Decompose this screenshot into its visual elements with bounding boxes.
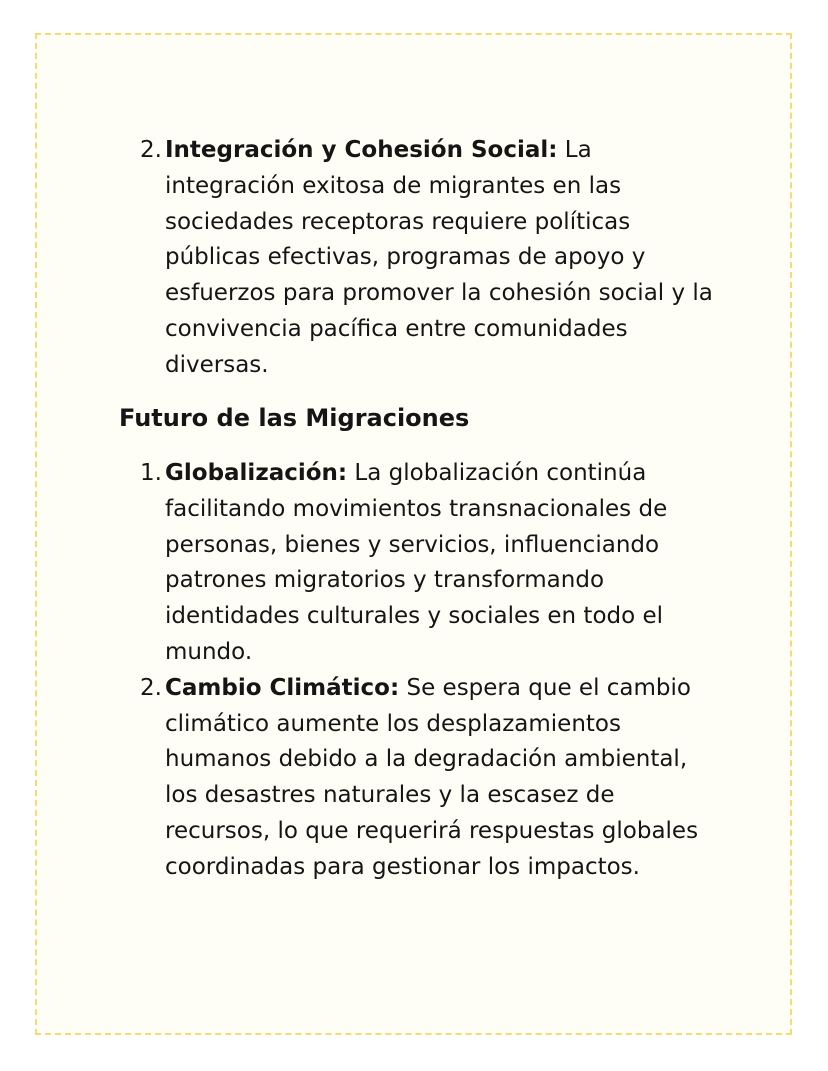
list-item-number: 2. [140,137,162,163]
section-heading: Futuro de las Migraciones [119,404,470,432]
page-frame [35,33,792,1035]
list-item-globalization [37,456,721,671]
numbered-list-integration [37,133,721,384]
list-item-number: 1. [140,460,162,486]
list-item-text: Se espera que el cambio climático aumente los desplazamientos humanos debido a la degradación ambiental, los desastres naturales y la escasez de recursos, lo que requerirá respuestas globales coordinadas para gestionar los impactos. [165,674,699,880]
list-item-integration [37,133,721,384]
list-item-term: Cambio Climático: [165,674,400,701]
list-item-text: La globalización continúa facilitando movimientos transnacionales de personas, bienes y servicios, influenciando patrones migratorios y transformando identidades culturales y sociales en todo el mundo. [165,460,668,665]
list-item-climate-change [37,671,721,886]
list-item-text: La integración exitosa de migrantes en las sociedades receptoras requiere políticas públicas efectivas, programas de apoyo y esfuerzos para promover la cohesión social y la convivencia pacífica entre comunidades diversas. [165,137,713,378]
list-item-number: 2. [140,674,162,701]
list-item-term: Integración y Cohesión Social: [165,137,558,163]
numbered-list-future [37,456,721,886]
list-item-term: Globalización: [165,460,348,486]
